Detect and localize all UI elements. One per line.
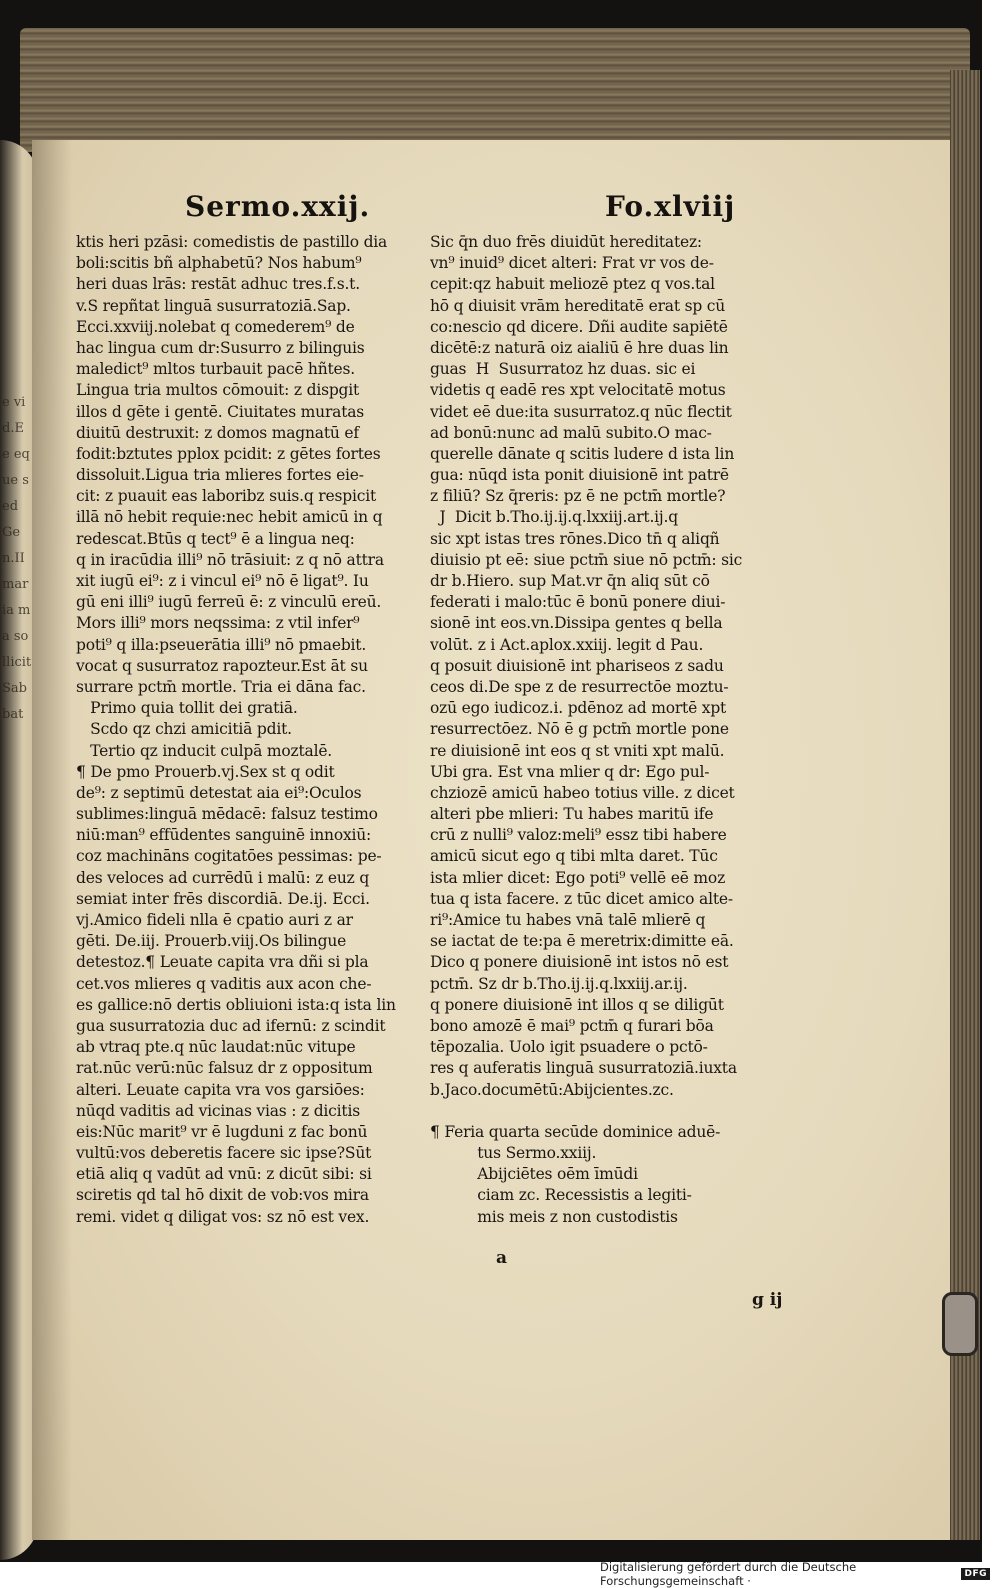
text-line: de⁹: z septimū detestat aia ei⁹:Oculos	[76, 783, 362, 802]
text-line: niū:man⁹ effūdentes sanguinē innoxiū:	[76, 826, 372, 845]
text-column-right	[430, 232, 785, 1228]
text-line: cepit:qz habuit meliozē ptez q vos.tal	[430, 275, 715, 294]
text-line: illā nō hebit requie:nec hebit amicū in q	[76, 508, 383, 527]
text-line: redescat.Btūs q tect⁹ ē a lingua neq:	[76, 529, 355, 548]
text-line: Ubi gra. Est vna mlier q dr: Ego pul-	[430, 762, 710, 781]
text-line: videt eē due:ita susurratoz.q nūc flectit	[430, 402, 732, 421]
text-line: maledict⁹ mltos turbauit pacē hñtes.	[76, 360, 355, 379]
running-head-right: Fo.xlviij	[605, 190, 736, 223]
text-line: ozū ego iudicoz.i. pdēnoz ad mortē xpt	[430, 699, 727, 718]
text-line: amicū sicut ego q tibi mlta daret. Tūc	[430, 847, 718, 866]
text-line: Lingua tria multos cōmouit: z dispgit	[76, 381, 360, 400]
text-line: Tertio qz inducit culpā moztalē.	[76, 741, 333, 760]
footer-text: Digitalisierung gefördert durch die Deutsche Forschungsgemeinschaft ·	[600, 1560, 857, 1588]
text-line: co:nescio qd dicere. Dñi audite sapiētē	[430, 317, 728, 336]
text-line: ceos di.De spe z de resurrectōe moztu-	[430, 677, 729, 696]
text-line: gua susurratozia duc ad ifernū: z scindit	[76, 1016, 386, 1035]
text-line: volūt. z i Act.aplox.xxiij. legit d Pau.	[430, 635, 704, 654]
text-line: v.S repñtat linguā susurratoziā.Sap.	[76, 296, 351, 315]
text-line: des veloces ad currēdū i malū: z euz q	[76, 868, 370, 887]
text-line: Dico q ponere diuisionē int istos nō est	[430, 953, 729, 972]
book-clasp	[942, 1292, 978, 1356]
text-line: coz machināns cogitatōes pessimas: pe-	[76, 847, 382, 866]
text-line: ktis heri pzāsi: comedistis de pastillo dia	[76, 233, 388, 251]
text-line	[430, 1101, 785, 1122]
text-line: cit: z puauit eas laboribz suis.q respicit	[76, 487, 376, 506]
text-line: resurrectōez. Nō ē g pctm̄ mortle pone	[430, 720, 729, 739]
text-line: heri duas lrās: restāt adhuc tres.f.s.t.	[76, 275, 360, 294]
text-line: alteri pbe mlieri: Tu habes maritū ife	[430, 805, 714, 824]
text-line: ad bonū:nunc ad malū subito.O mac-	[430, 423, 712, 442]
text-line: Mors illi⁹ mors neqssima: z vtil infer⁹	[76, 614, 360, 633]
text-line: ri⁹:Amice tu habes vnā talē mlierē q	[430, 911, 706, 929]
text-line: q posuit diuisionē int phariseos z sadu	[430, 656, 724, 675]
text-line: querelle dānate q scitis ludere d ista lin	[430, 444, 735, 463]
text-line: res q auferatis linguā susurratoziā.iuxta	[430, 1059, 737, 1078]
text-line: es gallice:nō dertis obliuioni ista:q ista lin	[76, 995, 396, 1014]
text-line: sionē int eos.vn.Dissipa gentes q bella	[430, 614, 723, 633]
digitization-footer	[600, 1560, 990, 1588]
text-line: sic xpt istas tres rōnes.Dico tn̄ q aliqñ	[430, 529, 720, 548]
text-line: fodit:bztutes pplox pcidit: z gētes fortes	[76, 444, 381, 463]
facing-page-fragment: e vid.E e eque sed Gen.II maria ma sollicit Sabbat	[2, 395, 32, 722]
text-line: tus Sermo.xxiij.	[430, 1144, 597, 1163]
text-line: Sic q̄n duo frēs diuidūt hereditatez:	[430, 233, 702, 251]
text-line: vultū:vos deberetis facere sic ipse?Sūt	[76, 1144, 372, 1163]
text-line: semiat inter frēs discordiā. De.ij. Ecci.	[76, 889, 370, 908]
text-line: mis meis z non custodistis	[430, 1207, 678, 1226]
text-line: q in iracūdia illi⁹ nō trāsiuit: z q nō attra	[76, 550, 384, 569]
dfg-logo: DFG	[961, 1568, 990, 1580]
text-line: bono amozē ē mai⁹ pctm̄ q furari bōa	[430, 1016, 714, 1035]
text-line: boli:scitis bñ alphabetū? Nos habum⁹	[76, 254, 362, 273]
text-line: crū z nulli⁹ valoz:meli⁹ essz tibi habere	[430, 826, 727, 845]
text-column-left	[76, 232, 431, 1228]
text-line: ab vtraq pte.q nūc laudat:nūc vitupe	[76, 1038, 356, 1057]
text-line: poti⁹ q illa:pseuerātia illi⁹ nō pmaebit.	[76, 635, 367, 654]
text-line: cet.vos mlieres q vaditis aux acon che-	[76, 974, 372, 993]
text-line: gū eni illi⁹ iugū ferreū ē: z vinculū ereū.	[76, 593, 382, 612]
text-line: gua: nūqd ista ponit diuisionē int patrē	[430, 466, 729, 485]
text-line: eis:Nūc marit⁹ vr ē lugduni z fac bonū	[76, 1122, 368, 1141]
text-line: surrare pctm̄ mortle. Tria ei dāna fac.	[76, 677, 366, 696]
text-line: videtis q eadē res xpt velocitatē motus	[430, 381, 726, 400]
text-line: pctm̄. Sz dr b.Tho.ij.ij.q.lxxiij.ar.ij.	[430, 974, 688, 993]
text-line: Abijciētes oēm īmūdi	[430, 1165, 638, 1184]
text-line: federati i malo:tūc ē bonū ponere diui-	[430, 593, 726, 612]
text-line: dissoluit.Ligua tria mlieres fortes eie-	[76, 466, 364, 485]
text-line: nūqd vaditis ad vicinas vias : z dicitis	[76, 1101, 360, 1120]
text-line: J Dicit b.Tho.ij.ij.q.lxxiij.art.ij.q	[430, 508, 678, 527]
text-line: b.Jaco.documētū:Abijcientes.zc.	[430, 1080, 674, 1099]
text-line: alteri. Leuate capita vra vos garsiōes:	[76, 1080, 365, 1099]
gathering-mark: g ij	[752, 1290, 783, 1310]
gutter-shadow	[32, 140, 72, 1540]
text-line: tēpozalia. Uolo igit psuadere o pctō-	[430, 1038, 708, 1057]
text-line: sciretis qd tal hō dixit de vob:vos mira	[76, 1186, 369, 1205]
text-line: q ponere diuisionē int illos q se diligūt	[430, 995, 724, 1014]
text-line: diuisio pt eē: siue pctm̄ siue nō pctm̄: sic	[430, 550, 743, 569]
text-line: ciam zc. Recessistis a legiti-	[430, 1186, 692, 1205]
text-line: rat.nūc verū:nūc falsuz dr z oppositum	[76, 1059, 373, 1078]
text-line: diuitū destruxit: z domos magnatū ef	[76, 423, 359, 442]
text-line: tua q ista facere. z tūc dicet amico alte-	[430, 889, 733, 908]
text-line: guas H Susurratoz hz duas. sic ei	[430, 360, 696, 379]
text-line: hac lingua cum dr:Susurro z bilinguis	[76, 338, 365, 357]
text-line: ¶ De pmo Prouerb.vj.Sex st q odit	[76, 762, 335, 781]
running-head-left: Sermo.xxij.	[185, 190, 371, 223]
text-line: z filiū? Sz q̄reris: pz ē ne pctm̄ mortle?	[430, 487, 726, 506]
text-line: re diuisionē int eos q st vniti xpt malū.	[430, 741, 725, 760]
text-line: hō q diuisit vrām hereditatē erat sp cū	[430, 296, 726, 315]
text-line: etiā aliq q vadūt ad vnū: z dicūt sibi: si	[76, 1165, 372, 1184]
text-line: Primo quia tollit dei gratiā.	[76, 699, 298, 718]
text-line: ista mlier dicet: Ego poti⁹ vellē eē moz	[430, 868, 726, 887]
text-line: xit iugū ei⁹: z i vincul ei⁹ nō ē ligat⁹. Iu	[76, 572, 369, 590]
text-line: vocat q susurratoz rapozteur.Est āt su	[76, 656, 368, 675]
text-line: vn⁹ inuid⁹ dicet alteri: Frat vr vos de-	[430, 254, 714, 273]
text-line: detestoz.¶ Leuate capita vra dñi si pla	[76, 953, 369, 972]
text-line: Scdo qz chzi amicitiā pdit.	[76, 720, 292, 739]
signature-mark: a	[496, 1248, 508, 1268]
text-line: gēti. De.iij. Prouerb.viij.Os bilingue	[76, 932, 347, 951]
text-line: Ecci.xxviij.nolebat q comederem⁹ de	[76, 317, 355, 336]
text-line: ¶ Feria quarta secūde dominice aduē-	[430, 1122, 721, 1141]
text-line: chziozē amicū habeo totius ville. z dicet	[430, 783, 735, 802]
text-line: illos d gēte i gentē. Ciuitates muratas	[76, 402, 365, 421]
text-line: se iactat de te:pa ē meretrix:dimitte eā.	[430, 932, 734, 951]
page-stack-top-edges	[20, 28, 970, 152]
text-line: vj.Amico fideli nlla ē cpatio auri z ar	[76, 911, 353, 929]
text-line: sublimes:linguā mēdacē: falsuz testimo	[76, 805, 378, 824]
text-line: dr b.Hiero. sup Mat.vr q̄n aliq sūt cō	[430, 572, 710, 590]
text-line: remi. videt q diligat vos: sz nō est vex.	[76, 1207, 370, 1226]
text-line: dicētē:z naturā oiz aialiū ē hre duas lin	[430, 338, 729, 357]
